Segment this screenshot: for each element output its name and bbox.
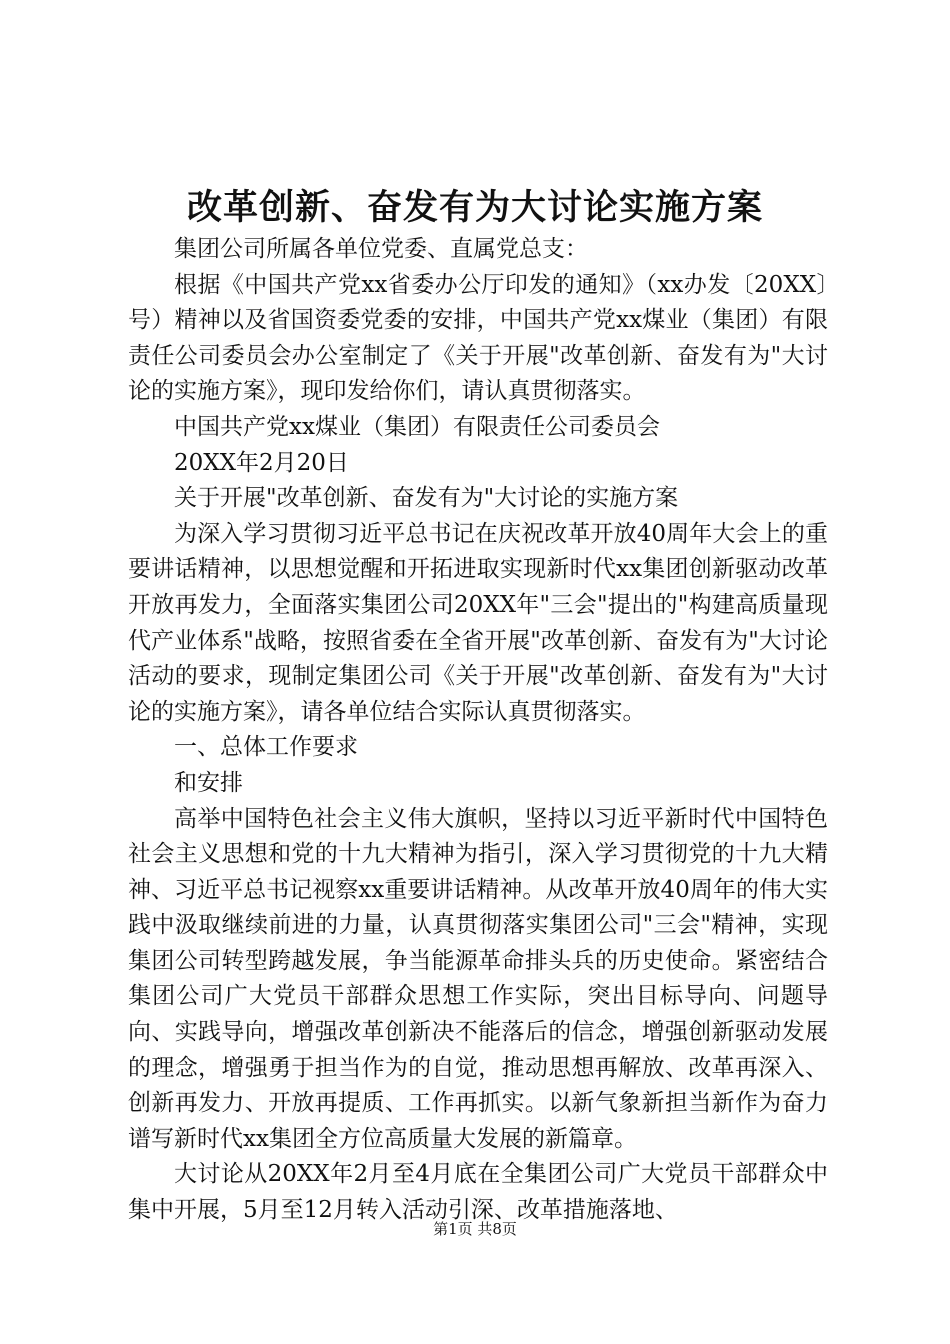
section-heading: 一、总体工作要求 [174,734,358,761]
salutation-paragraph: 集团公司所属各单位党委、直属党总支： [174,236,588,262]
page-number-footer: 第1页 共8页 [433,1220,517,1238]
intro-paragraph: 为深入学习贯彻习近平总书记在庆祝改革开放40周年大会上的重要讲话精神，以思想觉醒和开拓进取实现新时代xx集团创新驱动改革开放再发力，全面落实集团公司20XX年"三会"提出的"构建高质量现代产业体系"战略，按照省委在全省开展"改革创新、奋发有为"大讨论活动的要求，现制定集团公司《关于开展"改革创新、奋发有为"大讨论的实施方案》，请各单位结合实际认真贯彻落实。 [128,520,828,725]
document-body [128,232,828,1229]
issuer-line: 中国共产党xx煤业（集团）有限责任公司委员会 [174,413,660,440]
requirements-paragraph: 高举中国特色社会主义伟大旗帜，坚持以习近平新时代中国特色社会主义思想和党的十九大精神为指引，深入学习贯彻党的十九大精神、习近平总书记视察xx重要讲话精神。从改革开放40周年的伟大实践中汲取继续前进的力量，认真贯彻落实集团公司"三会"精神，实现集团公司转型跨越发展，争当能源革命排头兵的历史使命。紧密结合集团公司广大党员干部群众思想工作实际，突出目标导向、问题导向、实践导向，增强改革创新决不能落后的信念，增强创新驱动发展的理念，增强勇于担当作为的自觉，推动思想再解放、改革再深入、创新再发力、开放再提质、工作再抓实。以新气象新担当新作为奋力谱写新时代xx集团全方位高质量大发展的新篇章。 [128,805,828,1152]
section-heading-continuation: 和安排 [174,769,243,796]
plan-title-line: 关于开展"改革创新、奋发有为"大讨论的实施方案 [174,485,679,512]
document-title: 改革创新、奋发有为大讨论实施方案 [186,187,763,228]
notice-paragraph: 根据《中国共产党xx省委办公厅印发的通知》（xx办发〔20XX〕号）精神以及省国资委党委的安排，中国共产党xx煤业（集团）有限责任公司委员会办公室制定了《关于开展"改革创新、奋发有为"大讨论的实施方案》，现印发给你们，请认真贯彻落实。 [128,271,828,405]
schedule-paragraph: 大讨论从20XX年2月至4月底在全集团公司广大党员干部群众中集中开展，5月至12月转入活动引深、改革措施落地、 [128,1161,828,1224]
date-line: 20XX年2月20日 [174,449,349,476]
